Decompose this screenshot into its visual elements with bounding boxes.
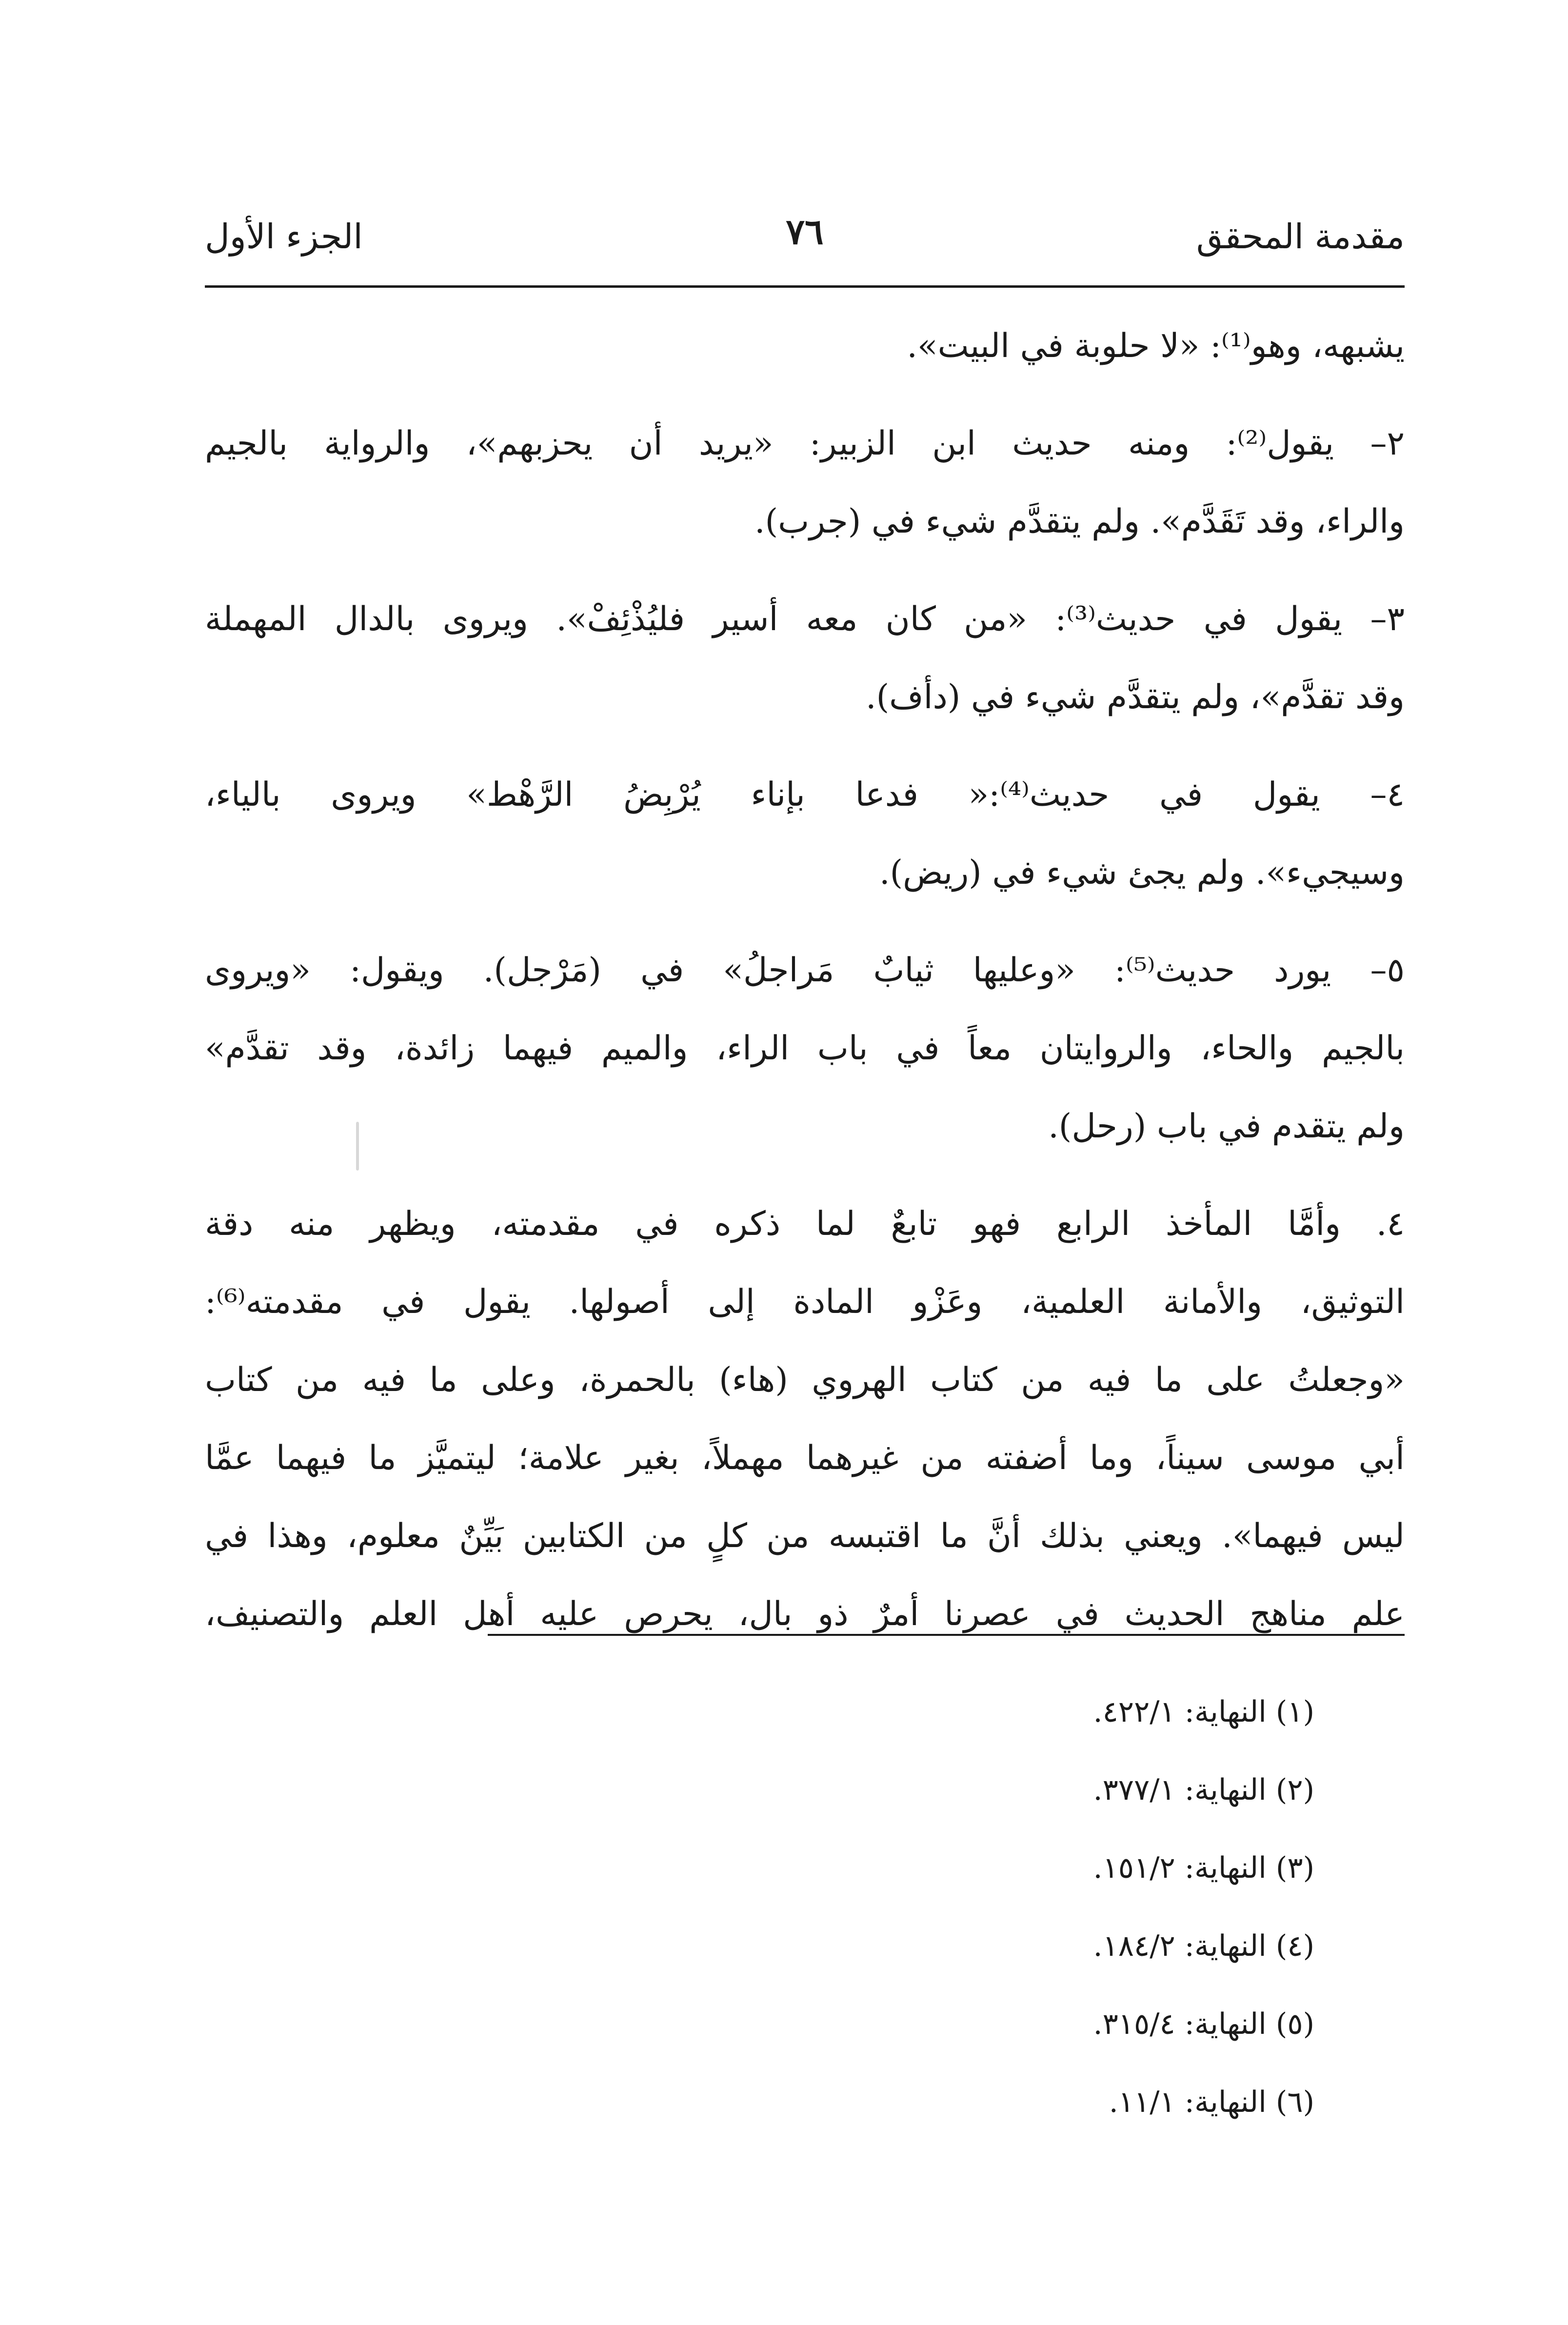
header-rule — [205, 285, 1405, 288]
text-line: «وجعلتُ على ما فيه من كتاب الهروي (هاء) بالحمرة، وعلى ما فيه من كتاب — [205, 1361, 1405, 1399]
main-text — [205, 307, 1405, 1673]
paragraph-item-5 — [205, 932, 1405, 1166]
text-line: ٤– يقول في حديث⁽⁴⁾:« فدعا بإناء يُرْبِضُ الرَّهْط» ويروى بالياء، — [205, 775, 1405, 814]
footnote-6: (٦) النهاية: ١١/١. — [1109, 2085, 1314, 2119]
volume-title: الجزء الأول — [205, 217, 363, 257]
text-line: وقد تقدَّم»، ولم يتقدَّم شيء في (دأف). — [866, 678, 1405, 716]
page-number: ٧٦ — [786, 211, 824, 252]
footnotes — [680, 1673, 1314, 2141]
footnote-3: (٣) النهاية: ١٥١/٢. — [1093, 1851, 1314, 1885]
text-line: ليس فيهما». ويعني بذلك أنَّ ما اقتبسه من كلٍ من الكتابين بَيِّنٌ معلوم، وهذا في — [205, 1517, 1405, 1555]
footnote-4: (٤) النهاية: ١٨٤/٢. — [1093, 1929, 1314, 1963]
text-line: التوثيق، والأمانة العلمية، وعَزْو المادة إلى أصولها. يقول في مقدمته⁽⁶⁾: — [205, 1283, 1405, 1321]
text-line: ٤. وأمَّا المأخذ الرابع فهو تابعٌ لما ذكره في مقدمته، ويظهر منه دقة — [205, 1205, 1405, 1243]
text-line: وسيجيء». ولم يجئ شيء في (ريض). — [879, 854, 1405, 892]
text-line: بالجيم والحاء، والروايتان معاً في باب الراء، والميم فيهما زائدة، وقد تقدَّم» — [205, 1029, 1405, 1068]
text-line: والراء، وقد تَقَدَّم». ولم يتقدَّم شيء في (جرب). — [754, 502, 1405, 541]
paragraph-item-4 — [205, 756, 1405, 912]
text-line: ولم يتقدم في باب (رحل). — [1048, 1107, 1405, 1146]
footnote-5: (٥) النهاية: ٣١٥/٤. — [1093, 2007, 1314, 2041]
footnote-2: (٢) النهاية: ٣٧٧/١. — [1093, 1773, 1314, 1807]
text-line: أبي موسى سيناً، وما أضفته من غيرهما مهملاً، بغير علامة؛ ليتميَّز ما فيهما عمَّا — [205, 1439, 1405, 1477]
scan-smudge — [356, 1122, 359, 1171]
paragraph-fourth-point — [205, 1185, 1405, 1653]
paragraph-item-3 — [205, 580, 1405, 736]
text-line: ٥– يورد حديث⁽⁵⁾: «وعليها ثيابٌ مَراجلُ» في (مَرْجل). ويقول: «ويروى — [205, 951, 1405, 990]
section-title: مقدمة المحقق — [1196, 217, 1405, 257]
footnote-rule — [488, 1634, 1405, 1636]
text-line: ٣– يقول في حديث⁽³⁾: «من كان معه أسير فليُذْئِفْ». ويروى بالدال المهملة — [205, 600, 1405, 638]
text-line: يشبهه، وهو⁽¹⁾: «لا حلوبة في البيت». — [907, 327, 1405, 365]
text-line: ٢– يقول⁽²⁾: ومنه حديث ابن الزبير: «يريد أن يحزبهم»، والرواية بالجيم — [205, 424, 1405, 463]
text-line: علم مناهج الحديث في عصرنا أمرٌ ذو بال، يحرص عليه أهل العلم والتصنيف، — [205, 1595, 1405, 1633]
paragraph-continuation — [205, 307, 1405, 385]
running-header — [205, 205, 1405, 278]
paragraph-item-2 — [205, 405, 1405, 561]
footnote-1: (١) النهاية: ٤٢٢/١. — [1093, 1695, 1314, 1729]
